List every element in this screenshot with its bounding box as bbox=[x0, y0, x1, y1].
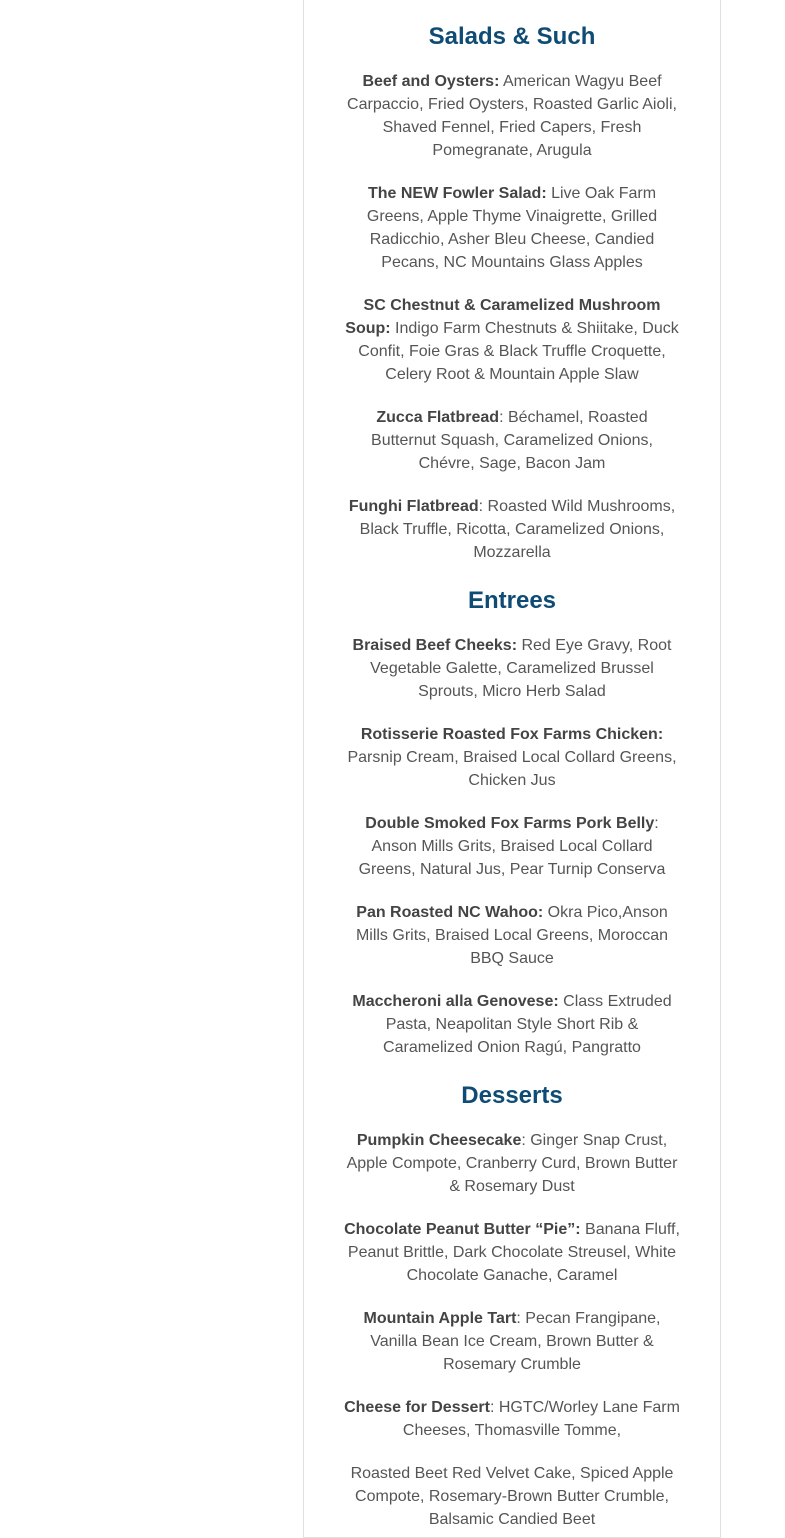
menu-item bbox=[344, 1307, 680, 1376]
menu-item-description: : Roasted Wild Mushrooms, Black Truffle, Ricotta, Caramelized Onions, Mozzarella bbox=[359, 498, 676, 561]
menu-item-name: SC Chestnut & Caramelized Mushroom Soup: bbox=[345, 297, 661, 337]
menu-card bbox=[303, 0, 721, 1538]
menu-item bbox=[344, 990, 680, 1059]
menu-item bbox=[344, 1129, 680, 1198]
menu-item-name: Cheese for Dessert bbox=[344, 1399, 490, 1416]
menu-item-description: Okra Pico,Anson Mills Grits, Braised Local Greens, Moroccan BBQ Sauce bbox=[355, 904, 669, 967]
menu-item-name: Maccheroni alla Genovese: bbox=[352, 993, 559, 1010]
menu-item bbox=[344, 294, 680, 386]
menu-item-description: : Pecan Frangipane, Vanilla Bean Ice Cream, Brown Butter & Rosemary Crumble bbox=[370, 1310, 661, 1373]
menu-item-description: Indigo Farm Chestnuts & Shiitake, Duck Confit, Foie Gras & Black Truffle Croquette, Celery Root & Mountain Apple Slaw bbox=[358, 320, 679, 383]
menu-item-name: Zucca Flatbread bbox=[376, 409, 500, 426]
section-title: Desserts bbox=[461, 1082, 563, 1109]
menu-item-name: Beef and Oysters: bbox=[362, 73, 500, 90]
menu-item-description: Banana Fluff, Peanut Brittle, Dark Chocolate Streusel, White Chocolate Ganache, Caramel bbox=[347, 1221, 680, 1284]
menu-item-name: Funghi Flatbread bbox=[348, 498, 479, 515]
menu-item-name: Double Smoked Fox Farms Pork Belly bbox=[365, 815, 655, 832]
menu-item-description: Parsnip Cream, Braised Local Collard Greens, Chicken Jus bbox=[347, 749, 677, 789]
menu-item bbox=[344, 723, 680, 792]
menu-item-name: The NEW Fowler Salad: bbox=[367, 185, 547, 202]
menu-item-description: : HGTC/Worley Lane Farm Cheeses, Thomasville Tomme, bbox=[402, 1399, 680, 1439]
menu-item bbox=[344, 901, 680, 970]
menu-item-description: Live Oak Farm Greens, Apple Thyme Vinaigrette, Grilled Radicchio, Asher Bleu Cheese, Candied Pecans, NC Mountains Glass Apples bbox=[366, 185, 658, 271]
menu-item-description: : Ginger Snap Crust, Apple Compote, Cranberry Curd, Brown Butter & Rosemary Dust bbox=[346, 1132, 678, 1195]
menu-item bbox=[344, 1462, 680, 1531]
menu-item-description: Roasted Beet Red Velvet Cake, Spiced Apple Compote, Rosemary-Brown Butter Crumble, Balsamic Candied Beet bbox=[350, 1465, 674, 1528]
menu-item-description: : Anson Mills Grits, Braised Local Collard Greens, Natural Jus, Pear Turnip Conserva bbox=[358, 815, 666, 878]
section-title: Entrees bbox=[467, 587, 557, 614]
menu-item bbox=[344, 70, 680, 162]
menu-item bbox=[344, 495, 680, 564]
menu-item-name: Braised Beef Cheeks: bbox=[352, 637, 518, 654]
menu-item bbox=[344, 634, 680, 703]
menu-item-name: Chocolate Peanut Butter “Pie”: bbox=[344, 1221, 581, 1238]
menu-section bbox=[344, 1077, 680, 1531]
menu-item bbox=[344, 1218, 680, 1287]
menu-item-name: Rotisserie Roasted Fox Farms Chicken: bbox=[360, 726, 664, 743]
menu-item-description: Red Eye Gravy, Root Vegetable Galette, Caramelized Brussel Sprouts, Micro Herb Salad bbox=[370, 637, 672, 700]
menu-item bbox=[344, 812, 680, 881]
section-title: Salads & Such bbox=[428, 23, 596, 50]
menu-item-description: American Wagyu Beef Carpaccio, Fried Oysters, Roasted Garlic Aioli, Shaved Fennel, Fried Capers, Fresh Pomegranate, Arugula bbox=[347, 73, 677, 159]
menu-item-name: Pumpkin Cheesecake bbox=[356, 1132, 522, 1149]
menu-item bbox=[344, 1396, 680, 1442]
menu-item-description: Class Extruded Pasta, Neapolitan Style Short Rib & Caramelized Onion Ragú, Pangratto bbox=[383, 993, 672, 1056]
menu-section bbox=[344, 582, 680, 1059]
menu-item-name: Mountain Apple Tart bbox=[363, 1310, 517, 1327]
menu-section bbox=[344, 18, 680, 564]
menu-item-name: Pan Roasted NC Wahoo: bbox=[356, 904, 544, 921]
menu-item-description: : Béchamel, Roasted Butternut Squash, Caramelized Onions, Chévre, Sage, Bacon Jam bbox=[371, 409, 653, 472]
menu-item bbox=[344, 182, 680, 274]
menu-item bbox=[344, 406, 680, 475]
